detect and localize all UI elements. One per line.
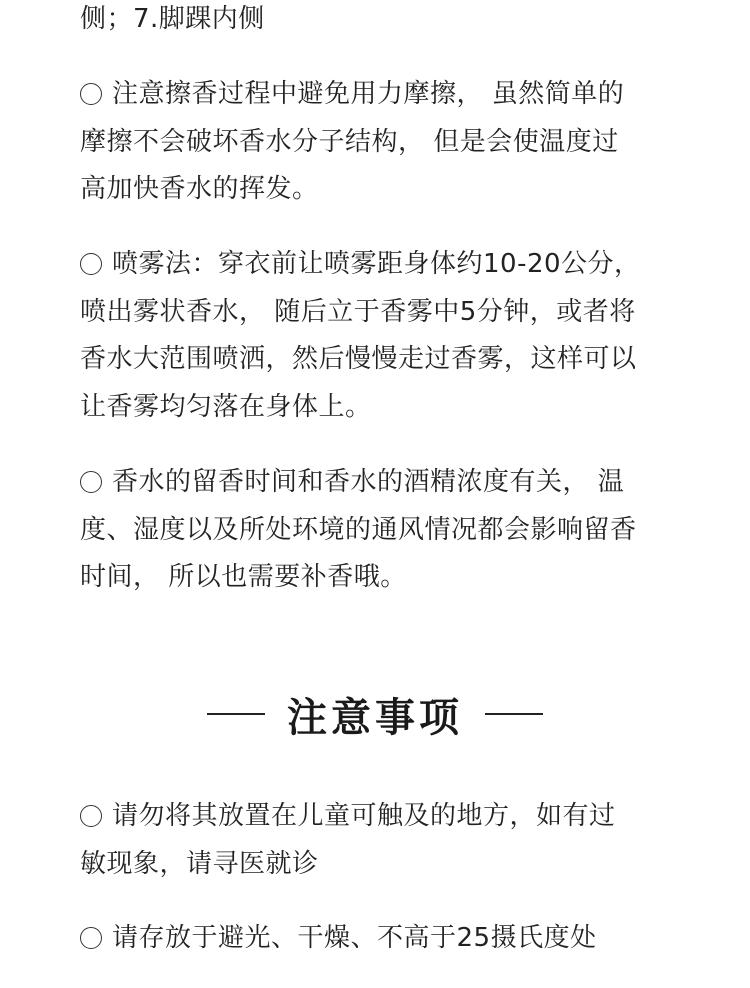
text-line-content: 请勿将其放置在儿童可触及的地方，如有过	[112, 801, 616, 831]
text-block-duration	[80, 459, 680, 602]
text-line-content: 注意擦香过程中避免用力摩擦， 虽然简单的	[112, 79, 625, 109]
section-heading	[0, 686, 750, 742]
text-line: 喷出雾状香水， 随后立于香雾中5分钟，或者将	[80, 296, 636, 327]
text-line-content: 请存放于避光、干燥、不高于25摄氏度处	[112, 923, 597, 953]
heading-rule-right	[485, 713, 543, 715]
text-line-content: 香水的留香时间和香水的酒精浓度有关， 温	[112, 467, 625, 497]
text-block-top	[80, 0, 680, 44]
circle-bullet-icon	[80, 805, 102, 827]
text-line: 让香雾均匀落在身体上。	[80, 391, 372, 422]
text-line	[80, 71, 680, 119]
circle-bullet-icon	[80, 471, 102, 493]
text-line	[80, 793, 680, 841]
circle-bullet-icon	[80, 927, 102, 949]
text-line	[80, 241, 680, 289]
text-block-spray-method	[80, 241, 680, 431]
text-block-children-warning	[80, 793, 680, 888]
text-line-content: 喷雾法：穿衣前让喷雾距身体约10-20公分，	[112, 249, 641, 279]
text-block-rub-tip	[80, 71, 680, 214]
text-line: 高加快香水的挥发。	[80, 174, 319, 204]
text-line: 侧；7.脚踝内侧	[80, 4, 265, 34]
text-line: 敏现象，请寻医就诊	[80, 848, 319, 879]
text-line	[80, 915, 680, 963]
circle-bullet-icon	[80, 253, 102, 275]
section-title: 注意事项	[287, 694, 463, 741]
circle-bullet-icon	[80, 83, 102, 105]
text-line	[80, 459, 680, 507]
text-line: 摩擦不会破坏香水分子结构， 但是会使温度过	[80, 126, 619, 157]
heading-rule-left	[207, 713, 265, 715]
text-line: 度、湿度以及所处环境的通风情况都会影响留香	[80, 514, 637, 545]
text-line: 时间， 所以也需要补香哦。	[80, 562, 407, 592]
text-block-storage	[80, 915, 680, 963]
text-line: 香水大范围喷洒，然后慢慢走过香雾，这样可以	[80, 344, 637, 374]
